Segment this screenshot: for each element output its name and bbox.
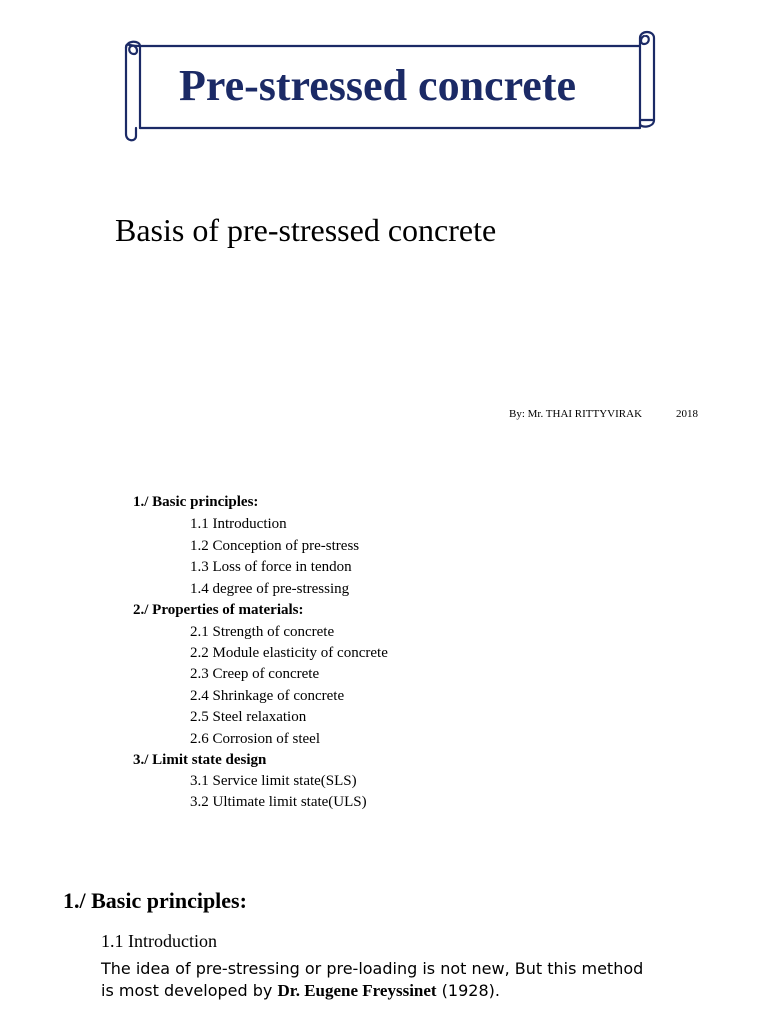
person-name: Dr. Eugene Freyssinet <box>277 981 437 1000</box>
paragraph-text: The idea of pre-stressing or pre-loading is not new, But this method is most developed by <box>101 959 644 1000</box>
toc-item: 1.3 Loss of force in tendon <box>190 559 352 575</box>
toc-section-heading: 1./ Basic principles: <box>133 494 259 510</box>
toc-item: 1.2 Conception of pre-stress <box>190 538 360 554</box>
paragraph-text: (1928). <box>436 981 500 1000</box>
toc-item: 2.1 Strength of concrete <box>190 624 335 640</box>
banner-title: Pre-stressed concrete <box>178 61 577 110</box>
toc-item: 1.1 Introduction <box>190 516 287 532</box>
toc-section-heading: 2./ Properties of materials: <box>133 602 304 618</box>
sub-heading: 1.1 Introduction <box>101 931 217 951</box>
toc-item: 2.3 Creep of concrete <box>190 666 320 682</box>
toc-section-heading: 3./ Limit state design <box>133 752 267 768</box>
intro-paragraph <box>101 958 661 1002</box>
byline-year: 2018 <box>676 408 698 420</box>
toc-item: 2.5 Steel relaxation <box>190 709 307 725</box>
subtitle: Basis of pre-stressed concrete <box>115 212 497 248</box>
toc-item: 1.4 degree of pre-stressing <box>190 581 350 597</box>
toc-item: 2.4 Shrinkage of concrete <box>190 688 345 704</box>
toc-item: 2.6 Corrosion of steel <box>190 731 320 747</box>
byline-author: By: Mr. THAI RITTYVIRAK <box>509 408 643 420</box>
section-heading: 1./ Basic principles: <box>63 888 247 913</box>
toc-item: 3.2 Ultimate limit state(ULS) <box>190 794 367 810</box>
toc-item: 2.2 Module elasticity of concrete <box>190 645 388 661</box>
toc-item: 3.1 Service limit state(SLS) <box>190 773 357 789</box>
